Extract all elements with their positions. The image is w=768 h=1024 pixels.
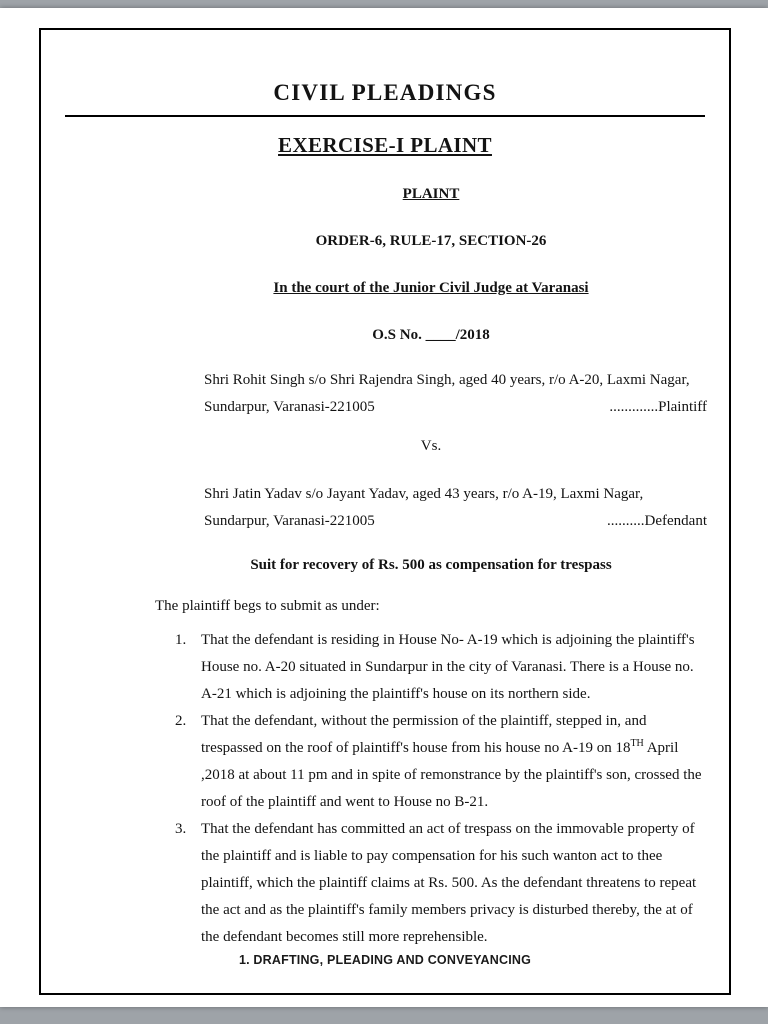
court-line: In the court of the Junior Civil Judge at Varanasi (273, 280, 589, 296)
list-item-number: 3. (175, 821, 187, 837)
list-item (155, 627, 707, 708)
suit-title: Suit for recovery of Rs. 500 as compensation for trespass (250, 557, 612, 573)
horizontal-rule (65, 115, 705, 117)
list-item-text: That the defendant is residing in House No- A-19 which is adjoining the plaintiff's House no. A-20 situated in Sundarpur in the city of Varanasi. There is a House no. A-21 which is adjoining the plaintiff's house on its northern side. (201, 632, 695, 702)
list-item-text: That the defendant has committed an act of trespass on the immovable property of the plaintiff and is liable to pay compensation for his such wanton act to thee plaintiff, which the plaintiff claims at Rs. 500. As the defendant threatens to repeat the act and as the plaintiff's family members privacy is disturbed thereby, the at of the defendant becomes still more reprehensible. (201, 821, 697, 945)
plaintiff-line1: Shri Rohit Singh s/o Shri Rajendra Singh, aged 40 years, r/o A-20, Laxmi Nagar, (204, 372, 690, 388)
plaintiff-line2: Sundarpur, Varanasi-221005 (204, 399, 375, 415)
numbered-list (155, 627, 707, 951)
versus-label: Vs. (420, 438, 442, 454)
case-number: O.S No. ____/2018 (372, 327, 490, 343)
defendant-line1: Shri Jatin Yadav s/o Jayant Yadav, aged 43 years, r/o A-19, Laxmi Nagar, (204, 486, 644, 502)
list-item-text-part: That the defendant, without the permission of the plaintiff, stepped in, and trespassed on the roof of plaintiff's house from his house no A-19 on 18 (201, 713, 647, 756)
defendant-line2-row (204, 508, 707, 535)
defendant-line2: Sundarpur, Varanasi-221005 (204, 513, 375, 529)
list-item (155, 816, 707, 951)
page-border-frame (39, 28, 731, 995)
defendant-block (204, 481, 707, 535)
header-section (41, 30, 729, 158)
order-rule-section-line: ORDER-6, RULE-17, SECTION-26 (315, 233, 547, 249)
plaintiff-block (204, 367, 707, 421)
footer-caption: 1. DRAFTING, PLEADING AND CONVEYANCING (238, 953, 532, 967)
list-item-number: 2. (175, 713, 187, 729)
list-item (155, 708, 707, 816)
list-item-text (201, 708, 707, 816)
exercise-title: EXERCISE-I PLAINT (278, 133, 492, 157)
list-item-number: 1. (175, 632, 187, 648)
ordinal-superscript: TH (630, 738, 644, 749)
page-title: CIVIL PLEADINGS (273, 80, 497, 105)
plaint-heading: PLAINT (402, 186, 460, 202)
plaintiff-line2-row (204, 394, 707, 421)
defendant-role-label: ..........Defendant (607, 513, 707, 529)
intro-line: The plaintiff begs to submit as under: (155, 598, 380, 614)
list-item-text-part: April ,2018 at about 11 pm and in spite of remonstrance by the plaintiff's son, crossed the roof of the plaintiff and went to House no B-21. (201, 740, 702, 810)
document-body (155, 184, 707, 951)
document-page (0, 8, 768, 1007)
plaintiff-role-label: .............Plaintiff (609, 399, 707, 415)
